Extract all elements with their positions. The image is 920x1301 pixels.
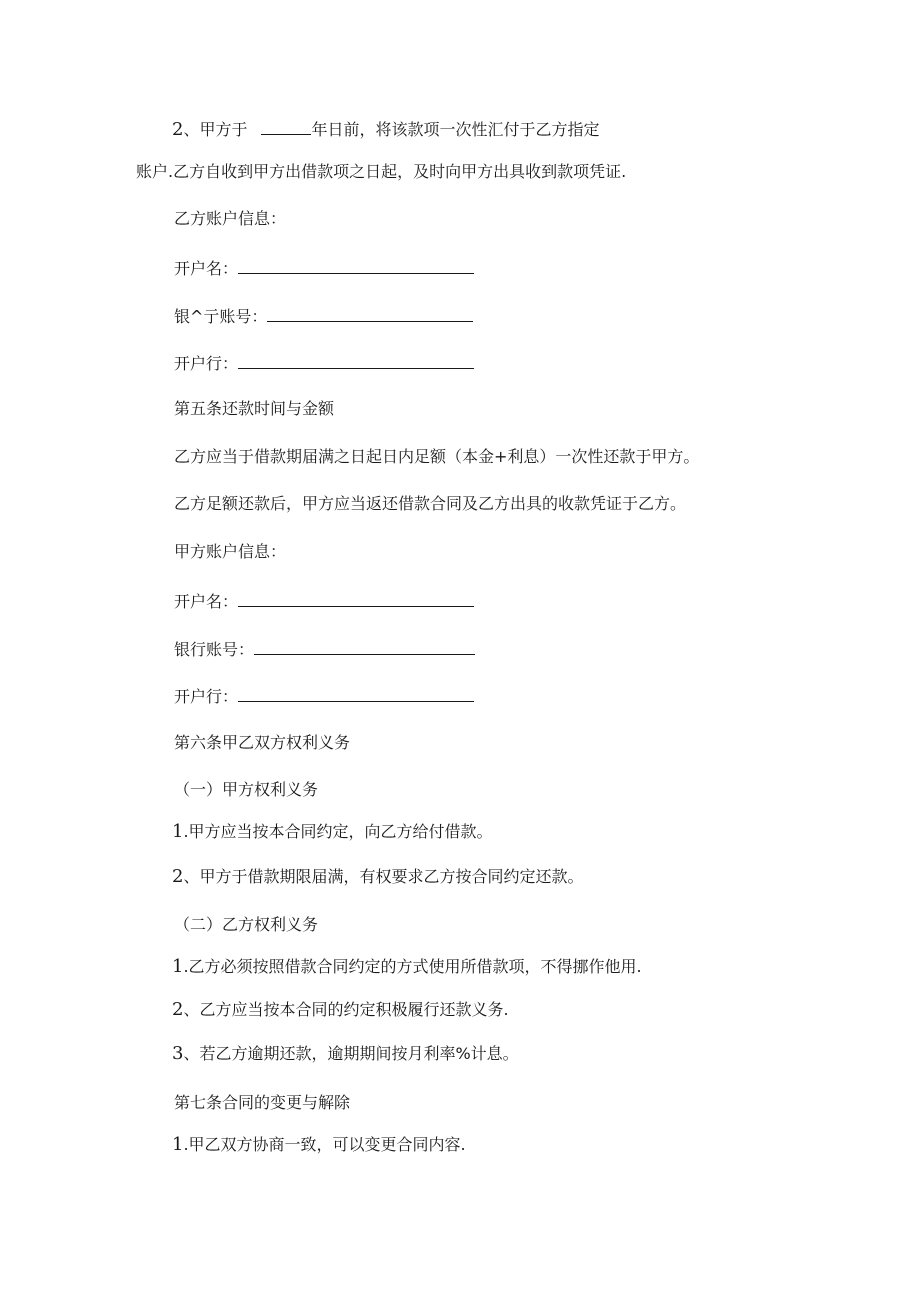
text: （一）甲方权利义务 <box>174 780 319 799</box>
blank-line <box>254 638 475 655</box>
paragraph-repayment <box>174 447 699 467</box>
clause-a-1 <box>172 822 493 842</box>
field-label: 银^亍账号： <box>174 307 268 326</box>
item-number: 3 <box>172 1043 184 1064</box>
field-a-bank <box>174 685 474 707</box>
field-b-account-number <box>174 305 473 327</box>
field-a-account-number <box>174 638 475 660</box>
paragraph-return-contract <box>174 494 686 514</box>
text: 账户.乙方自收到甲方出借款项之日起，及时向甲方出具收到款项凭证. <box>136 162 627 181</box>
text: 甲方账户信息： <box>174 542 287 561</box>
blank-line <box>238 352 474 369</box>
subheading-party-a-rights <box>174 780 318 800</box>
heading-party-b-account <box>174 209 286 229</box>
field-a-account-name <box>174 590 474 612</box>
text: 、甲方于 <box>183 120 248 139</box>
text: （二）乙方权利义务 <box>174 915 319 934</box>
field-label: 开户行： <box>174 354 239 373</box>
item-number: 2 <box>172 999 184 1020</box>
field-label: 开户名： <box>174 259 239 278</box>
blank-line <box>267 305 473 322</box>
article-7-heading <box>174 1093 350 1113</box>
text: .甲乙双方协商一致，可以变更合同内容. <box>183 1135 466 1154</box>
field-label: 开户行： <box>174 687 239 706</box>
text: 第五条还款时间与金额 <box>174 399 335 418</box>
text: 、若乙方逾期还款，逾期期间按月利率%计息。 <box>183 1044 519 1063</box>
clause-b-1 <box>172 957 642 977</box>
subheading-party-b-rights <box>174 915 318 935</box>
field-b-bank <box>174 352 474 374</box>
text: 、乙方应当按本合同的约定积极履行还款义务. <box>183 1000 509 1019</box>
item-number: 1 <box>172 1134 184 1155</box>
heading-party-a-account <box>174 542 286 562</box>
blank-line <box>238 685 474 702</box>
item-number: 1 <box>172 956 184 977</box>
item-number: 2 <box>172 866 184 887</box>
text: 乙方应当于借款期届满之日起日内足额（本金+利息）一次性还款于甲方。 <box>174 447 700 466</box>
blank-line <box>261 118 311 135</box>
text: 、甲方于借款期限届满，有权要求乙方按合同约定还款。 <box>183 867 584 886</box>
clause-b-3 <box>172 1044 519 1064</box>
item-number: 1 <box>172 821 184 842</box>
clause-b-2 <box>172 1000 509 1020</box>
clause-7-1 <box>172 1135 466 1155</box>
blank-line <box>238 257 474 274</box>
text: 乙方账户信息： <box>174 209 287 228</box>
item-number: 2 <box>172 119 184 140</box>
paragraph-payment-time <box>172 118 599 140</box>
text: 乙方足额还款后，甲方应当返还借款合同及乙方出具的收款凭证于乙方。 <box>174 494 687 513</box>
field-b-account-name <box>174 257 474 279</box>
clause-a-2 <box>172 867 583 887</box>
text: 第六条甲乙双方权利义务 <box>174 733 351 752</box>
field-label: 银行账号： <box>174 640 255 659</box>
blank-line <box>238 590 474 607</box>
text: 第七条合同的变更与解除 <box>174 1093 351 1112</box>
field-label: 开户名： <box>174 592 239 611</box>
article-6-heading <box>174 733 350 753</box>
article-5-heading <box>174 399 334 419</box>
text: .乙方必须按照借款合同约定的方式使用所借款项，不得挪作他用. <box>183 957 642 976</box>
text: .甲方应当按本合同约定，向乙方给付借款。 <box>183 822 493 841</box>
text: 年日前，将该款项一次性汇付于乙方指定 <box>311 120 600 139</box>
paragraph-account-receipt <box>136 162 626 182</box>
